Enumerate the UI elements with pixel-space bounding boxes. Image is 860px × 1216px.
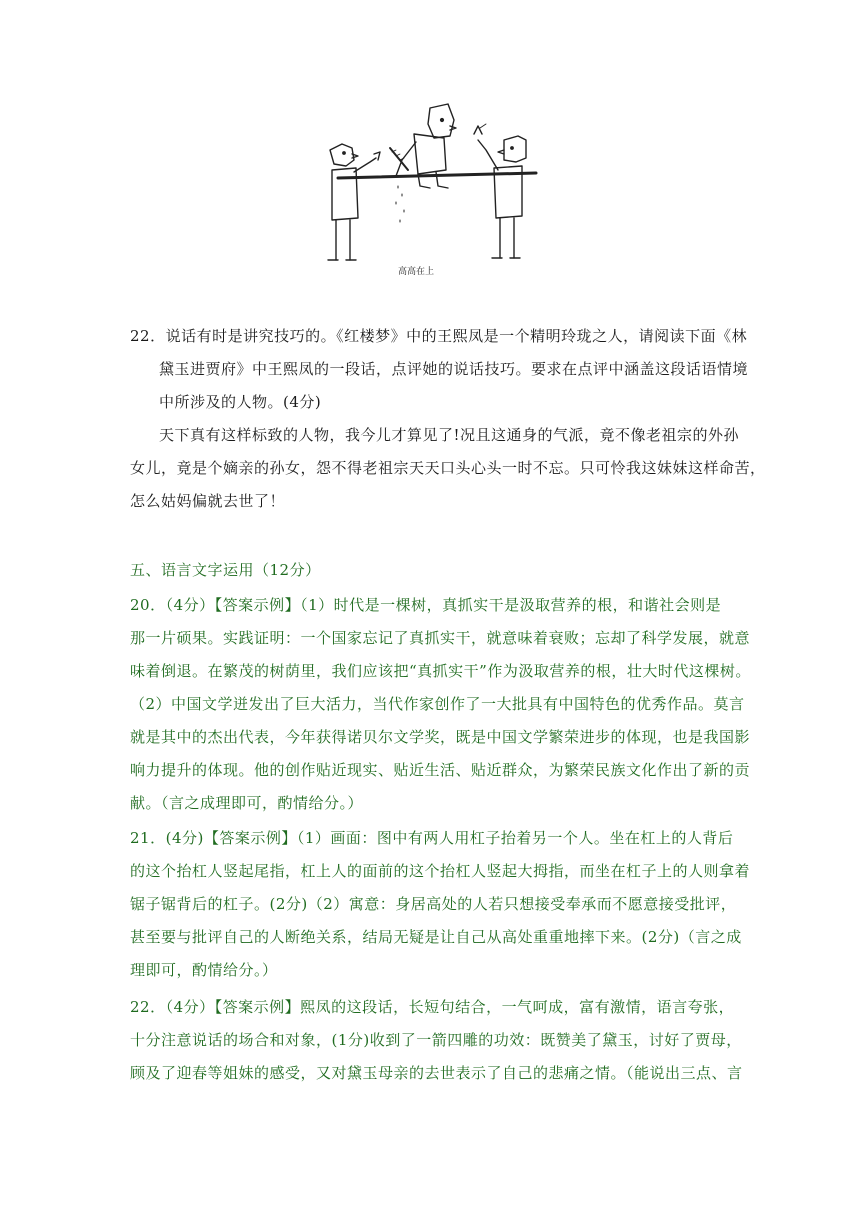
answer-20-line: 味着倒退。在繁茂的树荫里，我们应该把“真抓实干”作为汲取营养的根，壮大时代这棵树。	[130, 662, 751, 680]
answer-21-line: 21．(4分)【答案示例】（1）画面：图中有两人用杠子抬着另一个人。坐在杠上的人背后	[130, 829, 734, 847]
answer-21-line: 理即可，酌情给分。）	[130, 961, 278, 979]
passage-line: 怎么姑妈偏就去世了！	[130, 492, 286, 510]
answer-22-line: 十分注意说话的场合和对象，(1分)收到了一箭四雕的功效：既赞美了黛玉，讨好了贾母，	[130, 1031, 742, 1049]
answer-20-line: 那一片硕果。实践证明：一个国家忘记了真抓实干，就意味着衰败；忘却了科学发展，就意	[130, 629, 751, 647]
passage-line: 天下真有这样标致的人物，我今儿才算见了!况且这通身的气派，竟不像老祖宗的外孙	[159, 426, 740, 444]
cartoon-illustration	[318, 100, 540, 280]
answer-22-line: 22．（4分）【答案示例】熙凤的这段话，长短句结合，一气呵成，富有激情，语言夸张，	[130, 998, 735, 1016]
answer-20-line: 献。（言之成理即可，酌情给分。）	[130, 794, 364, 812]
answer-20-line: （2）中国文学迸发出了巨大活力，当代作家创作了一大批具有中国特色的优秀作品。莫言	[130, 695, 745, 713]
question-22	[130, 320, 766, 518]
passage-line: 女儿，竟是个嫡亲的孙女，怨不得老祖宗天天口头心头一时不忘。只可怜我这妹妹这样命苦，	[130, 459, 766, 477]
answer-20	[130, 589, 751, 820]
cartoon-caption: 高高在上	[398, 267, 435, 277]
question-22-line: 22．说话有时是讲究技巧的。《红楼梦》中的王熙凤是一个精明玲珑之人，请阅读下面《林	[130, 327, 748, 345]
answer-22	[130, 991, 745, 1090]
answer-21	[130, 822, 751, 987]
answer-20-line: 20．（4分）【答案示例】（1）时代是一棵树，真抓实干是汲取营养的根，和谐社会则是	[130, 596, 722, 614]
answer-22-line: 顾及了迎春等姐妹的感受，又对黛玉母亲的去世表示了自己的悲痛之情。（能说出三点、言	[130, 1064, 743, 1082]
answer-21-line: 甚至要与批评自己的人断绝关系，结局无疑是让自己从高处重重地摔下来。(2分)（言之成	[130, 928, 742, 946]
section-heading-text: 五、语言文字运用（12分）	[130, 561, 321, 579]
answer-20-line: 就是其中的杰出代表，今年获得诺贝尔文学奖，既是中国文学繁荣进步的体现，也是我国影	[130, 728, 751, 746]
question-22-line: 中所涉及的人物。(4分)	[159, 393, 322, 411]
section-heading	[130, 554, 745, 587]
answer-21-line: 锯子锯背后的杠子。(2分)（2）寓意：身居高处的人若只想接受奉承而不愿意接受批评，	[130, 895, 737, 913]
question-22-line: 黛玉进贾府》中王熙凤的一段话，点评她的说话技巧。要求在点评中涵盖这段话语情境	[159, 360, 749, 378]
answer-20-line: 响力提升的体现。他的创作贴近现实、贴近生活、贴近群众，为繁荣民族文化作出了新的贡	[130, 761, 751, 779]
answer-21-line: 的这个抬杠人竖起尾指，杠上人的面前的这个抬杠人竖起大拇指，而坐在杠子上的人则拿着	[130, 862, 751, 880]
